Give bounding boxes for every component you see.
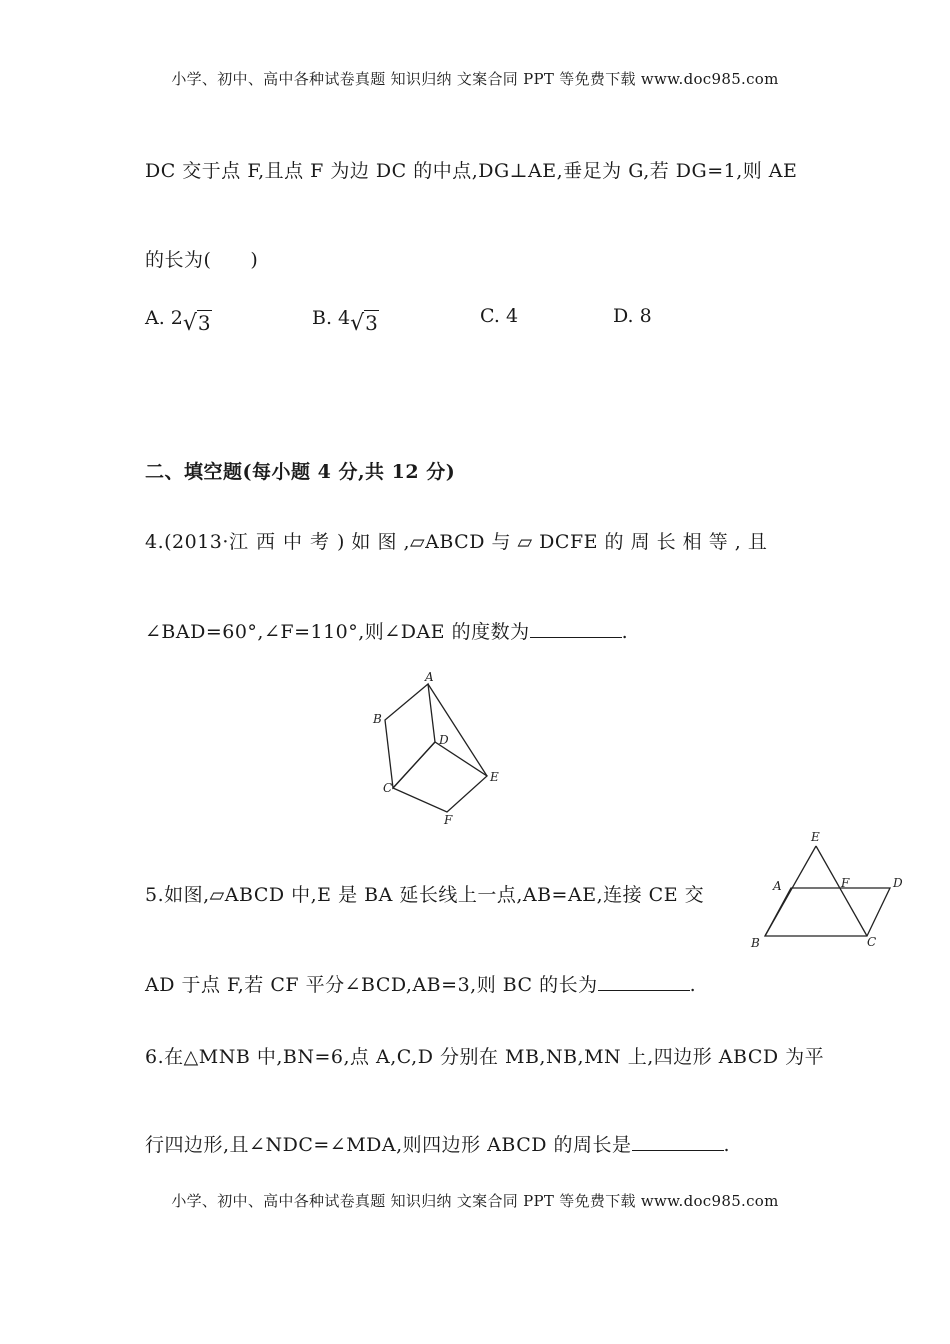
parallelogram-dcfe bbox=[393, 742, 487, 812]
q4-line2: ∠BAD=60°,∠F=110°,则∠DAE 的度数为 . bbox=[145, 621, 629, 643]
answer-blank[interactable] bbox=[530, 619, 622, 638]
answer-blank[interactable] bbox=[598, 972, 690, 991]
q4-figure bbox=[365, 668, 505, 828]
label-d: D bbox=[439, 733, 449, 747]
q3-option-c: C. 4 bbox=[480, 305, 519, 327]
label-e: E bbox=[811, 830, 820, 844]
q3-option-a bbox=[145, 305, 212, 336]
page-footer: 小学、初中、高中各种试卷真题 知识归纳 文案合同 PPT 等免费下载 www.doc985.com bbox=[171, 1192, 779, 1210]
q4-line1: 4.(2013·江西中考) 如 图 ,▱ABCD 与 ▱ DCFE 的 周 长 相 等 , 且 bbox=[145, 531, 768, 553]
q5-line1: 5.如图,▱ABCD 中,E 是 BA 延长线上一点,AB=AE,连接 CE 交 bbox=[145, 884, 705, 906]
label-d: D bbox=[893, 876, 903, 890]
q5-figure bbox=[743, 825, 918, 950]
sqrt-icon: √3 bbox=[182, 311, 211, 336]
segment-ae bbox=[428, 684, 487, 776]
q3-option-d: D. 8 bbox=[613, 305, 652, 327]
segment-efc bbox=[816, 846, 867, 936]
q5-line2: AD 于点 F,若 CF 平分∠BCD,AB=3,则 BC 的长为 . bbox=[145, 974, 697, 996]
answer-blank[interactable] bbox=[632, 1132, 724, 1151]
label-c: C bbox=[867, 935, 877, 949]
label-c: C bbox=[383, 781, 393, 795]
sqrt-icon: √3 bbox=[350, 311, 378, 336]
parallelogram-abcd bbox=[385, 684, 435, 788]
section-title: 二、填空题(每小题 4 分,共 12 分) bbox=[145, 461, 456, 483]
label-b: B bbox=[751, 936, 760, 950]
q3-line1: DC 交于点 F,且点 F 为边 DC 的中点,DG⊥AE,垂足为 G,若 DG=1,则 AE bbox=[145, 160, 798, 182]
label-e: E bbox=[490, 770, 499, 784]
q6-line1: 6.在△MNB 中,BN=6,点 A,C,D 分别在 MB,NB,MN 上,四边形 ABCD 为平 bbox=[145, 1046, 825, 1068]
q3-option-b bbox=[312, 305, 379, 336]
parallelogram-abcd bbox=[765, 888, 890, 936]
page-header: 小学、初中、高中各种试卷真题 知识归纳 文案合同 PPT 等免费下载 www.doc985.com bbox=[171, 70, 779, 88]
label-a: A bbox=[425, 670, 434, 684]
label-a: A bbox=[773, 879, 782, 893]
label-b: B bbox=[373, 712, 382, 726]
label-f: F bbox=[444, 813, 453, 827]
q6-line2: 行四边形,且∠NDC=∠MDA,则四边形 ABCD 的周长是 . bbox=[145, 1134, 731, 1156]
option-a-prefix: A. 2 bbox=[145, 307, 183, 329]
label-f: F bbox=[841, 876, 850, 890]
q3-line2: 的长为( ) bbox=[145, 249, 259, 271]
option-b-prefix: B. 4 bbox=[312, 307, 351, 329]
